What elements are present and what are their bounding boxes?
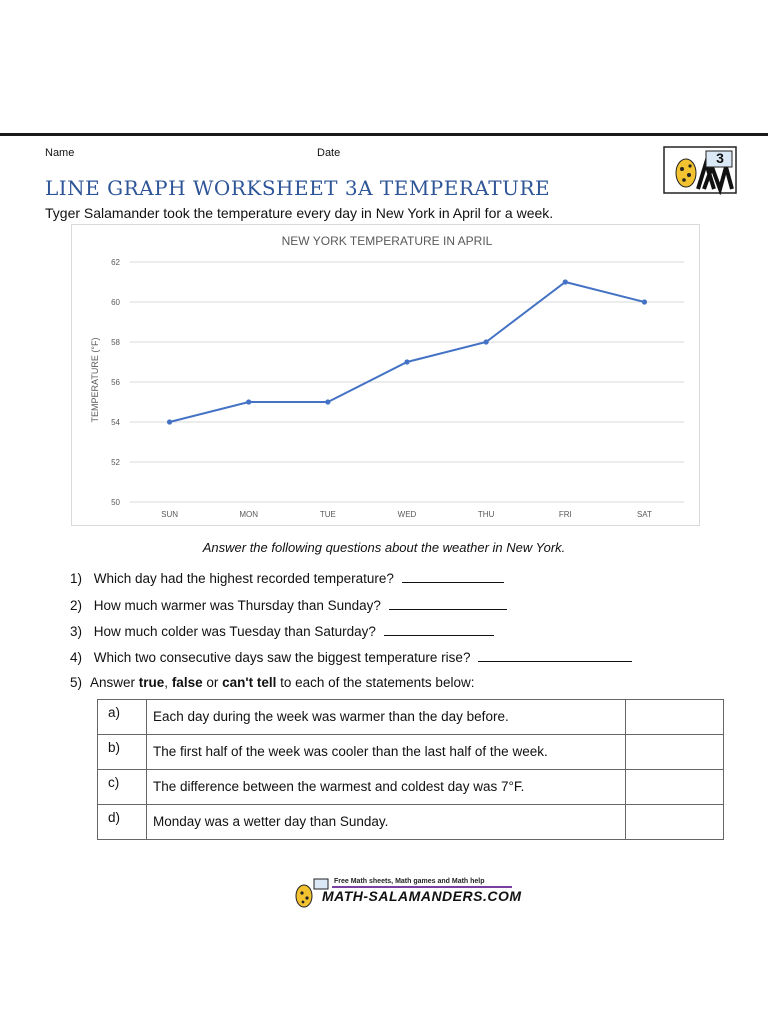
statement-label: d): [98, 805, 147, 840]
question-5: [70, 675, 474, 690]
y-tick-label: 60: [111, 298, 120, 307]
question-2: [70, 597, 507, 613]
chart-title: NEW YORK TEMPERATURE IN APRIL: [281, 234, 493, 248]
footer-site-name[interactable]: MATH-SALAMANDERS.COM: [322, 888, 522, 904]
question-1: [70, 570, 504, 586]
x-tick-label: SUN: [161, 510, 179, 519]
statement-text: Monday was a wetter day than Sunday.: [147, 805, 626, 840]
answer-line-3[interactable]: [384, 623, 494, 636]
data-point-wed: [404, 359, 409, 364]
data-point-fri: [563, 279, 568, 284]
table-row: [98, 805, 724, 840]
statement-label: c): [98, 770, 147, 805]
y-tick-label: 54: [111, 418, 120, 427]
y-axis-label: TEMPERATURE (°F): [90, 337, 100, 423]
question-number: 1): [70, 571, 83, 586]
data-points: [167, 279, 647, 424]
question-number: 5): [70, 675, 83, 690]
footer-rule: [332, 886, 512, 888]
questions-heading: Answer the following questions about the weather in New York.: [202, 540, 566, 555]
question-number: 2): [70, 598, 83, 613]
statements-table: [97, 699, 724, 840]
y-tick-label: 62: [111, 258, 120, 267]
date-label: Date: [317, 147, 341, 159]
answer-line-1[interactable]: [402, 570, 504, 583]
line-chart: [71, 224, 700, 526]
q5-true: true: [138, 675, 165, 690]
statement-text: Each day during the week was warmer than the day before.: [147, 700, 626, 735]
y-tick-labels: [111, 258, 120, 507]
question-3: [70, 623, 494, 639]
data-point-mon: [246, 399, 251, 404]
x-tick-label: SAT: [636, 510, 652, 519]
intro-text: Tyger Salamander took the temperature every day in New York in April for a week.: [45, 205, 554, 221]
statement-label: b): [98, 735, 147, 770]
chart-canvas: [72, 225, 699, 525]
footer-tagline: Free Math sheets, Math games and Math help: [334, 878, 485, 885]
data-point-sun: [167, 419, 172, 424]
x-tick-label: THU: [477, 510, 495, 519]
question-text: Which two consecutive days saw the biggest temperature rise?: [93, 650, 471, 665]
q5-cant-tell: can't tell: [222, 675, 277, 690]
x-tick-labels: [161, 510, 652, 519]
x-tick-label: TUE: [319, 510, 336, 519]
grade-badge: 3: [716, 150, 724, 166]
y-tick-label: 50: [111, 498, 120, 507]
data-point-sat: [642, 299, 647, 304]
statement-text: The difference between the warmest and coldest day was 7°F.: [147, 770, 626, 805]
table-row: [98, 735, 724, 770]
y-tick-label: 52: [111, 458, 120, 467]
q5-text-pre: Answer: [90, 675, 139, 690]
question-text: How much colder was Tuesday than Saturday?: [93, 624, 376, 639]
data-point-tue: [325, 399, 330, 404]
name-label: Name: [45, 147, 75, 159]
answer-cell-a[interactable]: [626, 700, 724, 735]
question-number: 3): [70, 624, 83, 639]
question-4: [70, 649, 632, 665]
q5-false: false: [171, 675, 203, 690]
question-text: Which day had the highest recorded temperature?: [93, 571, 394, 586]
footer-logo: [292, 876, 522, 910]
q5-or: or: [202, 675, 223, 690]
worksheet-title: LINE GRAPH WORKSHEET 3A TEMPERATURE: [45, 176, 551, 200]
table-row: [98, 700, 724, 735]
answer-line-2[interactable]: [389, 597, 507, 610]
table-row: [98, 770, 724, 805]
x-tick-label: FRI: [558, 510, 572, 519]
q5-text-post: to each of the statements below:: [276, 675, 475, 690]
answer-line-4[interactable]: [478, 649, 632, 662]
question-text: How much warmer was Thursday than Sunday?: [93, 598, 381, 613]
answer-cell-d[interactable]: [626, 805, 724, 840]
x-tick-label: MON: [239, 510, 259, 519]
gridlines: [130, 262, 684, 502]
statement-label: a): [98, 700, 147, 735]
answer-cell-b[interactable]: [626, 735, 724, 770]
y-tick-label: 56: [111, 378, 120, 387]
answer-cell-c[interactable]: [626, 770, 724, 805]
temperature-line: [170, 282, 645, 422]
salamander-logo: [662, 145, 738, 195]
question-number: 4): [70, 650, 83, 665]
top-rule: [0, 133, 768, 136]
x-tick-label: WED: [397, 510, 417, 519]
data-point-thu: [484, 339, 489, 344]
statement-text: The first half of the week was cooler than the last half of the week.: [147, 735, 626, 770]
q5-sep: ,: [164, 675, 172, 690]
y-tick-label: 58: [111, 338, 120, 347]
